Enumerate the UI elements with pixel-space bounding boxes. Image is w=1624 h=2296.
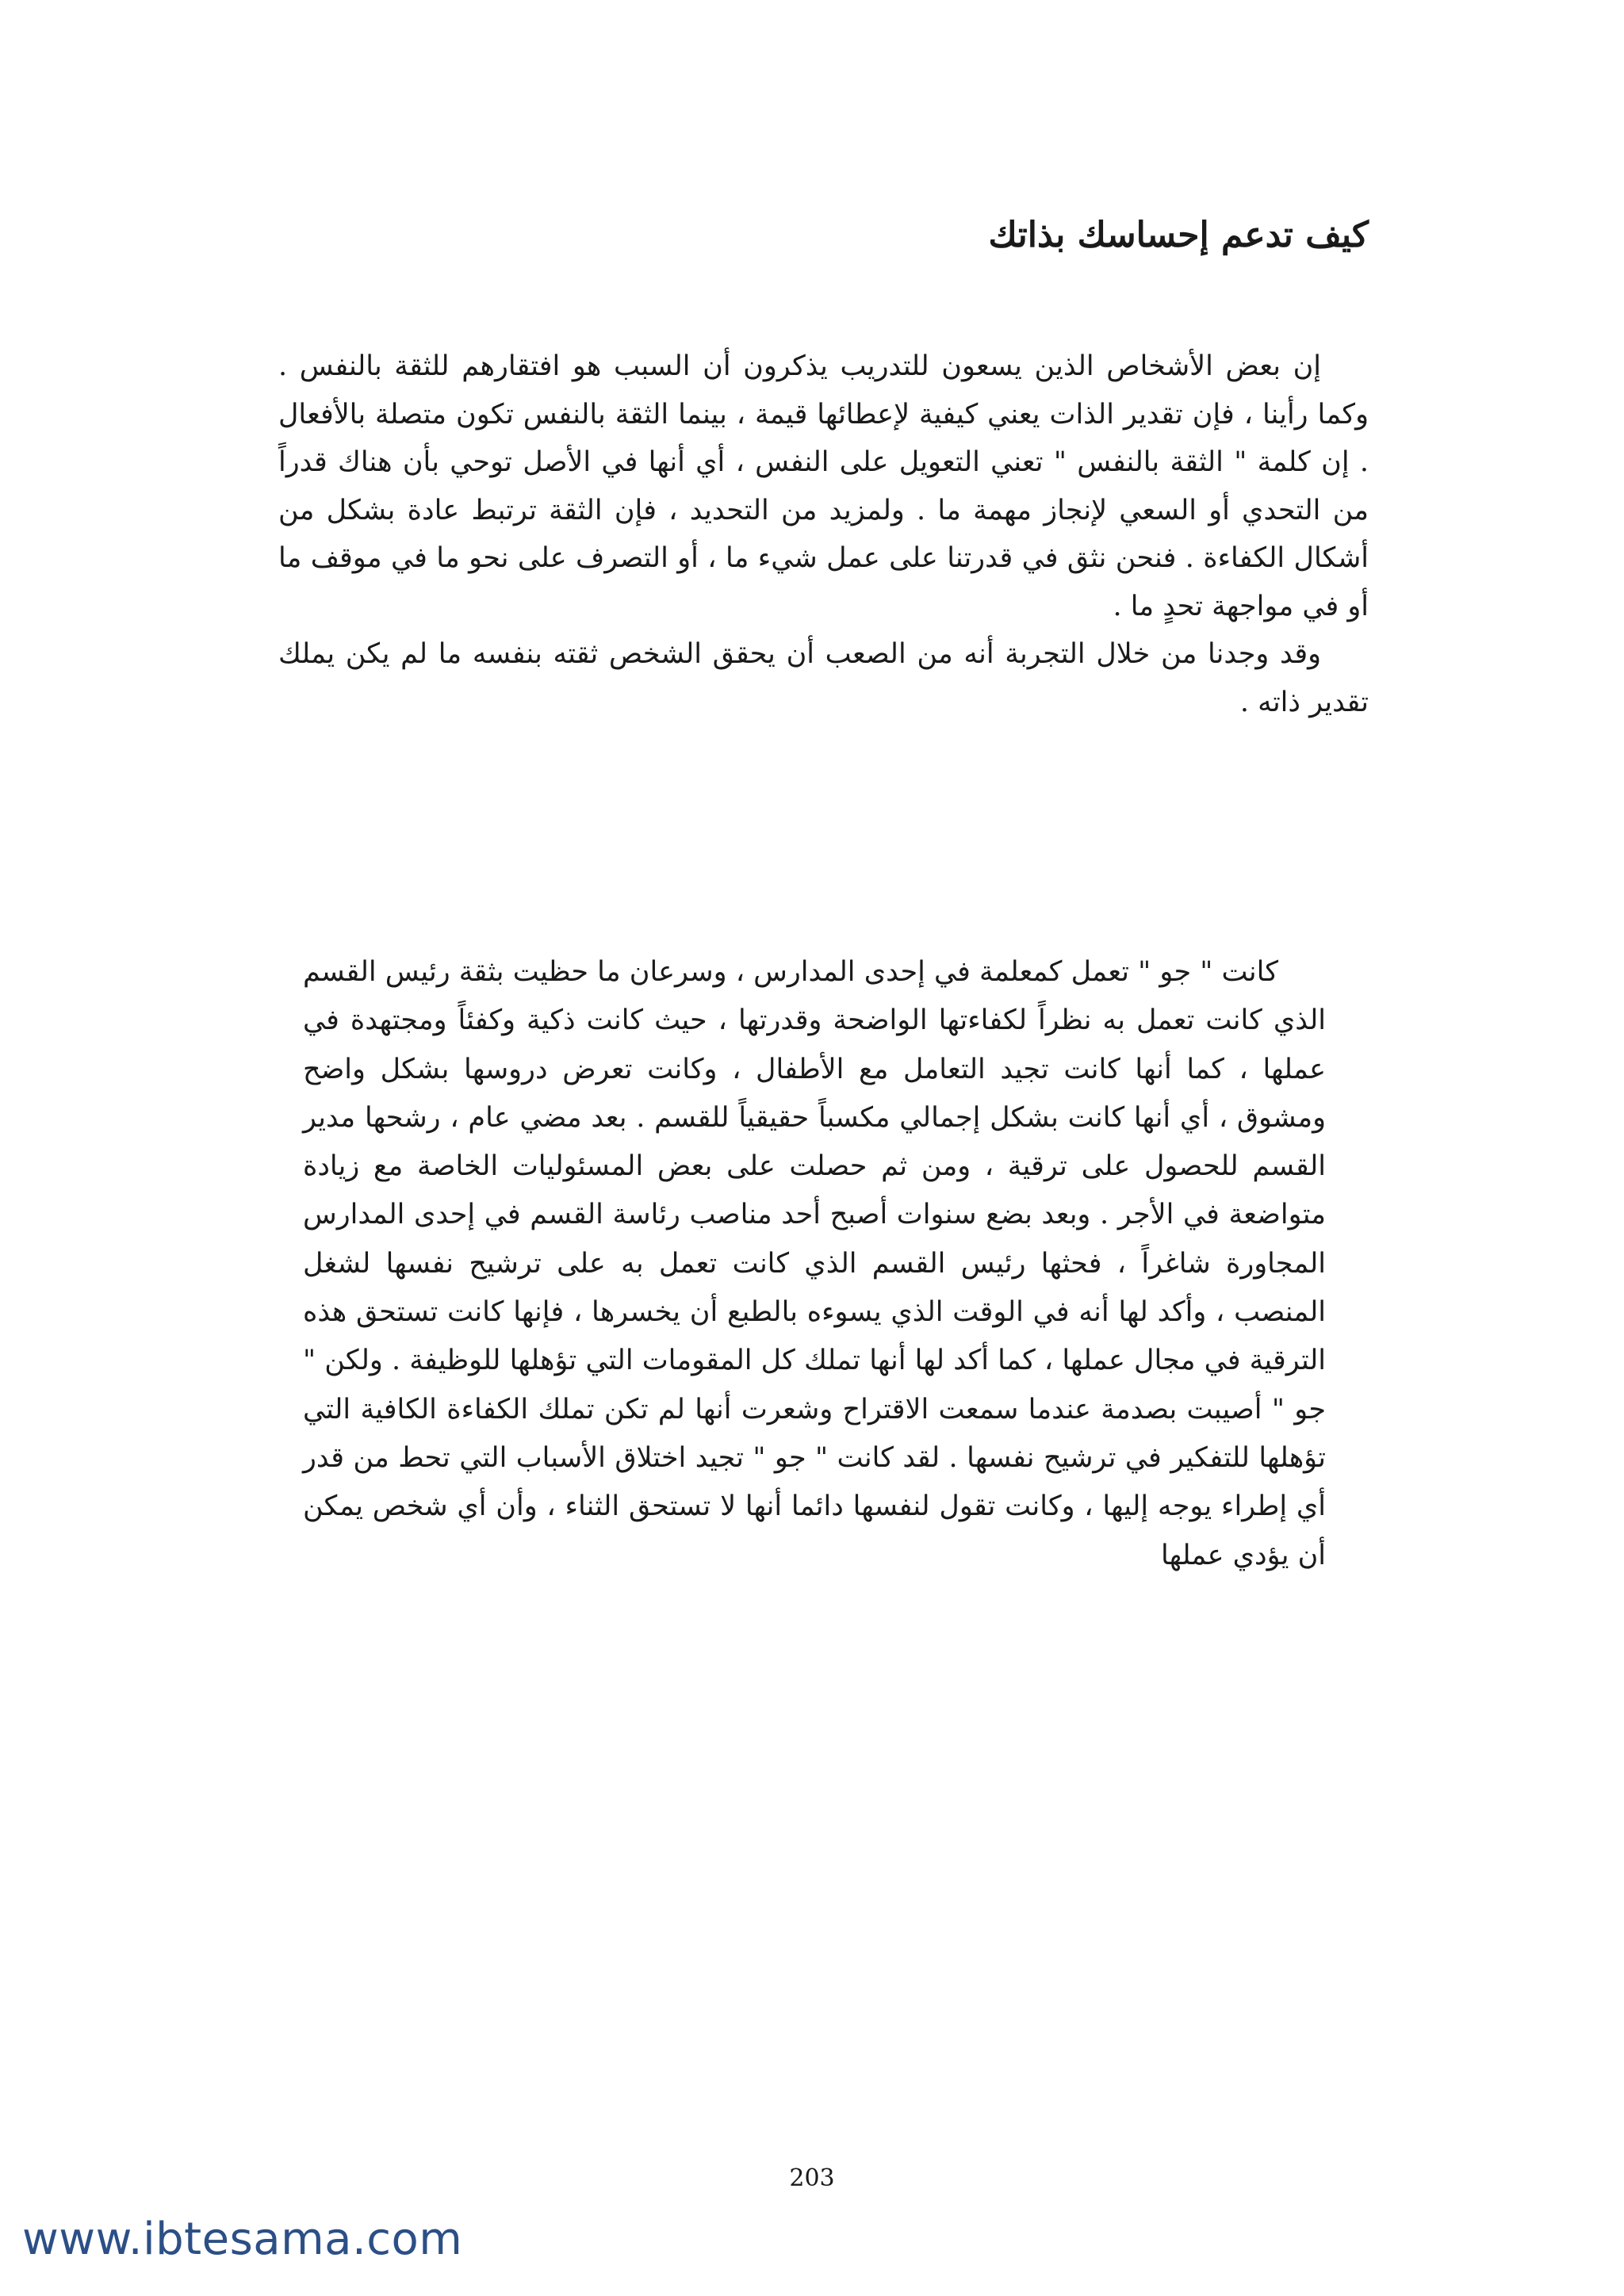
section-heading: كيف تدعم إحساسك بذاتك bbox=[988, 215, 1369, 255]
case-study-paragraph: كانت " جو " تعمل كمعلمة في إحدى المدارس ، وسرعان ما حظيت بثقة رئيس القسم الذي كانت تعمل به نظراً لكفاءتها الواضحة وقدرتها ، حيث كانت ذكية وكفئاً ومجتهدة في عملها ، كما أنها كانت تجيد التعامل مع الأطفال ، وكانت تعرض دروسها بشكل واضح ومشوق ، أي أنها كانت بشكل إجمالي مكسباً حقيقياً للقسم . بعد مضي عام ، رشحها مدير القسم للحصول على ترقية ، ومن ثم حصلت على بعض المسئوليات الخاصة مع زيادة متواضعة في الأجر . وبعد بضع سنوات أصبح أحد مناصب رئاسة القسم في إحدى المدارس المجاورة شاغراً ، فحثها رئيس القسم الذي كانت تعمل به على ترشيح نفسها لشغل المنصب ، وأكد لها أنه في الوقت الذي يسوءه بالطبع أن يخسرها ، فإنها كانت تستحق هذه الترقية في مجال عملها ، كما أكد لها أنها تملك كل المقومات التي تؤهلها للوظيفة . ولكن " جو " أصيبت بصدمة عندما سمعت الاقتراح وشعرت أنها لم تكن تملك الكفاءة الكافية التي تؤهلها للتفكير في ترشيح نفسها . لقد كانت " جو " تجيد اختلاق الأسباب التي تحط من قدر أي إطراء يوجه إليها ، وكانت تقول لنفسها دائما أنها لا تستحق الثناء ، وأن أي شخص يمكن أن يؤدي عملها bbox=[303, 956, 1326, 1571]
website-watermark-link[interactable]: www.ibtesama.com bbox=[22, 2214, 463, 2265]
intro-text-block bbox=[278, 342, 1369, 726]
intro-paragraph-1: إن بعض الأشخاص الذين يسعون للتدريب يذكرون أن السبب هو افتقارهم للثقة بالنفس . وكما رأينا ، فإن تقدير الذات يعني كيفية لإعطائها قيمة ، بينما الثقة بالنفس تكون متصلة بالأفعال . إن كلمة " الثقة بالنفس " تعني التعويل على النفس ، أي أنها في الأصل توحي بأن هناك قدراً من التحدي أو السعي لإنجاز مهمة ما . ولمزيد من التحديد ، فإن الثقة ترتبط عادة بشكل من أشكال الكفاءة . فنحن نثق في قدرتنا على عمل شيء ما ، أو التصرف على نحو ما في موقف ما أو في مواجهة تحدٍ ما . bbox=[278, 350, 1369, 622]
page-number: 203 bbox=[789, 2164, 835, 2192]
case-study-block bbox=[303, 948, 1326, 1580]
intro-paragraph-2: وقد وجدنا من خلال التجربة أنه من الصعب أن يحقق الشخص ثقته بنفسه ما لم يكن يملك تقدير ذاته . bbox=[278, 638, 1369, 718]
